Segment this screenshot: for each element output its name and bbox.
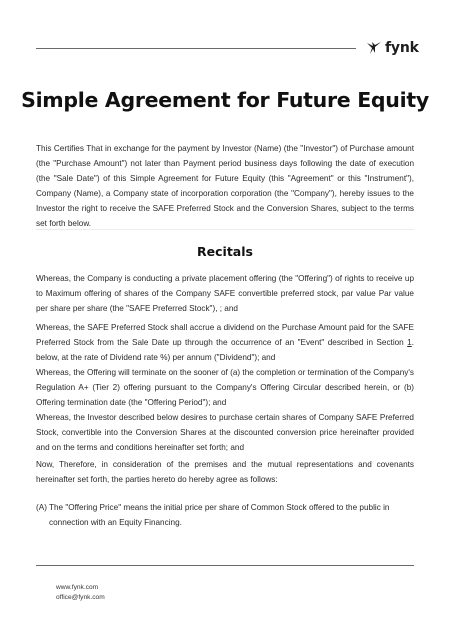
recital-paragraph: Whereas, the Company is conducting a private placement offering (the "Offering") of rights to receive up to Maximum offering of shares of the Company SAFE convertible preferred stock, par value Par value per share per share (the "SAFE Preferred Stock"), ; and — [36, 274, 414, 313]
brand-name: fynk — [385, 40, 419, 56]
intro-paragraph: This Certifies That in exchange for the payment by Investor (Name) (the "Investor") of Purchase amount (the "Purchase Amount") not later than Payment period business days following the date of execution (the "Sale Date") of this Simple Agreement for Future Equity (this "Agreement" or this "Instrument"), Company (Name), a Company state of incorporation corporation (the "Company"), hereby issues to the Investor the right to receive the SAFE Preferred Stock and the Conversion Shares, subject to the terms set forth below. — [36, 144, 414, 228]
recital-paragraph: Whereas, the Offering will terminate on the sooner of (a) the completion or termination of the Company's Regulation A+ (Tier 2) offering pursuant to the Company's Offering Circular described herein, or (b) Offering termination date (the "Offering Period"); and — [36, 368, 414, 407]
header-divider — [36, 48, 356, 49]
footer-email-link[interactable]: office@fynk.com — [56, 594, 105, 601]
section-1-link[interactable]: 1 — [407, 338, 412, 347]
footer-divider — [36, 565, 414, 566]
footer — [56, 583, 105, 603]
footer-website-link[interactable]: www.fynk.com — [56, 584, 99, 591]
recital-text: . below, at the rate of Dividend rate %) per annum ("Dividend"); and — [36, 338, 414, 362]
definition-text: The "Offering Price" means the initial price per share of Common Stock offered to the public in connection with an Equity Financing. — [49, 503, 390, 527]
document-title: Simple Agreement for Future Equity — [21, 88, 429, 112]
recitals-heading: Recitals — [197, 244, 253, 259]
recital-paragraph: Now, Therefore, in consideration of the premises and the mutual representations and covenants hereinafter set forth, the parties hereto do hereby agree as follows: — [36, 460, 414, 484]
definition-item — [36, 500, 416, 530]
recital-paragraph — [36, 320, 414, 365]
recital-paragraph: Whereas, the Investor described below desires to purchase certain shares of Company SAFE Preferred Stock, convertible into the Conversion Shares at the discounted conversion price hereinafter provided and on the terms and conditions hereinafter set forth; and — [36, 413, 414, 452]
recital-text: Whereas, the SAFE Preferred Stock shall accrue a dividend on the Purchase Amount paid for the SAFE Preferred Stock from the Sale Date up through the occurrence of an "Event" described in Section — [36, 323, 414, 347]
section-divider — [36, 229, 414, 230]
fynk-bird-icon — [366, 41, 382, 55]
definition-label: (A) — [36, 503, 47, 512]
brand-logo — [366, 40, 419, 56]
